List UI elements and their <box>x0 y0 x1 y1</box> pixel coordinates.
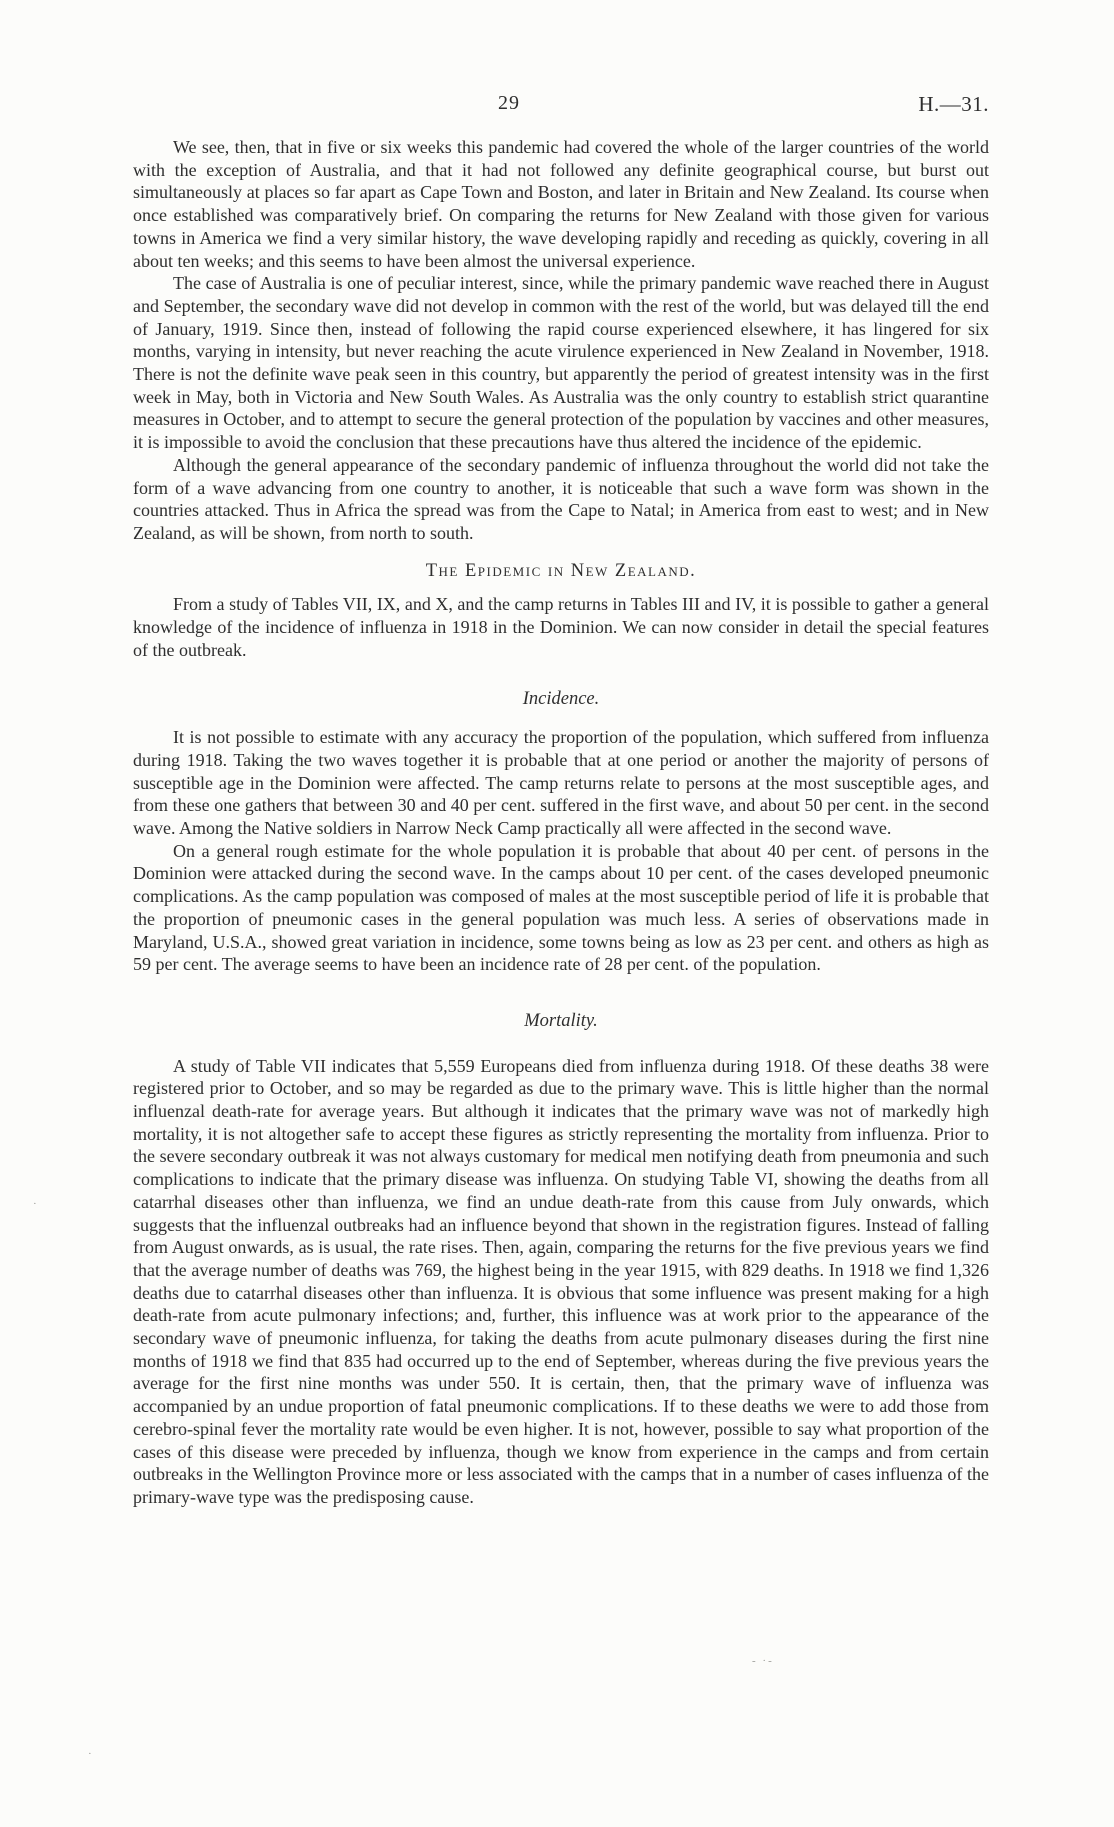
page-number: 29 <box>498 92 520 114</box>
scan-artifact-mark: · <box>33 1198 39 1210</box>
subsection-heading-incidence: Incidence. <box>522 689 600 710</box>
mortality-paragraph: A study of Table VII indicates that 5,559 Europeans died from influenza during 1918. Of these deaths 38 were registered prior to October, and so may be regarded as due to the primary wave. This is little higher than the normal influenzal death-rate for average years. But although it indicates that the primary wave was not of markedly high mortality, it is not altogether safe to accept these figures as strictly representing the mortality from influenza. Prior to the severe secondary outbreak it was not always customary for medical men notifying death from pneumonia and such complications to indicate that the primary disease was influenza. On studying Table VI, showing the deaths from all catarrhal diseases other than influenza, we find an undue death-rate from this cause from July onwards, which suggests that the influenzal outbreaks had an influence beyond that shown in the registration figures. Instead of falling from August onwards, as is usual, the rate rises. Then, again, comparing the returns for the five previous years we find that the average number of deaths was 769, the highest being in the year 1915, with 829 deaths. In 1918 we find 1,326 deaths due to catarrhal diseases other than influenza. It is obvious that some influence was present making for a high death-rate from acute pulmonary infections; and, further, this influence was at work prior to the appearance of the secondary wave of pneumonic influenza, for taking the deaths from acute pulmonary diseases during the first nine months of 1918 we find that 835 had occurred up to the end of September, whereas during the five previous years the average for the first nine months was under 550. It is certain, then, that the primary wave of influenza was accompanied by an undue proportion of fatal pneumonic complications. If to these deaths we were to add those from cerebro-spinal fever the mortality rate would be even higher. It is not, however, possible to say what proportion of the cases of this disease were preceded by influenza, though we know from experience in the camps and from certain outbreaks in the Wellington Province more or less associated with the camps that in a number of cases influenza of the primary-wave type was the predisposing cause. <box>133 1055 989 1507</box>
page-header <box>133 92 989 120</box>
incidence-paragraph-2: On a general rough estimate for the whole population it is probable that about 40 per cent. of persons in the Dominion were attacked during the second wave. In the camps about 10 per cent. of the cases developed pneumonic complications. As the camp population was composed of males at the most susceptible period of life it is probable that the proportion of pneumonic cases in the general population was much less. A series of observations made in Maryland, U.S.A., showed great variation in incidence, some towns being as low as 23 per cent. and others as high as 59 per cent. The average seems to have been an incidence rate of 28 per cent. of the population. <box>133 840 989 975</box>
document-reference: H.—31. <box>918 92 989 116</box>
document-body <box>133 136 989 1509</box>
incidence-paragraph-1: It is not possible to estimate with any accuracy the proportion of the population, which suffered from influenza during 1918. Taking the two waves together it is probable that at one period or another the majority of persons of susceptible age in the Dominion were affected. The camp returns relate to persons at the most susceptible ages, and from these one gathers that between 30 and 40 per cent. suffered in the first wave, and about 50 per cent. in the second wave. Among the Native soldiers in Narrow Neck Camp practically all were affected in the second wave. <box>133 727 989 838</box>
subsection-heading-mortality: Mortality. <box>524 1010 598 1031</box>
section-intro-paragraph: From a study of Tables VII, IX, and X, and the camp returns in Tables III and IV, it is possible to gather a general knowledge of the incidence of influenza in 1918 in the Dominion. We can now consider in detail the special features of the outbreak. <box>133 594 989 660</box>
intro-paragraph-3: Although the general appearance of the secondary pandemic of influenza throughout the world did not take the form of a wave advancing from one country to another, it is noticeable that such a wave form was shown in the countries attacked. Thus in Africa the spread was from the Cape to Natal; in America from east to west; and in New Zealand, as will be shown, from north to south. <box>133 454 989 543</box>
intro-paragraph-2: The case of Australia is one of peculiar interest, since, while the primary pandemic wave reached there in August and September, the secondary wave did not develop in common with the rest of the world, but was delayed till the end of January, 1919. Since then, instead of following the rapid course experienced elsewhere, it has lingered for six months, varying in intensity, but never reaching the acute virulence experienced in New Zealand in November, 1918. There is not the definite wave peak seen in this country, but apparently the period of greatest intensity was in the first week in May, both in Victoria and New South Wales. As Australia was the only country to establish strict quarantine measures in October, and to attempt to secure the general protection of the population by vaccines and other measures, it is impossible to avoid the conclusion that these precautions have thus altered the incidence of the epidemic. <box>133 273 989 453</box>
scan-artifact-mark: - ·- <box>752 1655 774 1667</box>
section-heading-epidemic-in-new-zealand: The Epidemic in New Zealand. <box>425 560 697 581</box>
intro-paragraph-1: We see, then, that in five or six weeks this pandemic had covered the whole of the larger countries of the world with the exception of Australia, and that it had not followed any definite geographical course, but burst out simultaneously at places so far apart as Cape Town and Boston, and later in Britain and New Zealand. Its course when once established was comparatively brief. On comparing the returns for New Zealand with those given for various towns in America we find a very similar history, the wave developing rapidly and receding as quickly, covering in all about ten weeks; and this seems to have been almost the universal experience. <box>133 137 989 271</box>
scan-artifact-mark: · <box>88 1748 94 1760</box>
